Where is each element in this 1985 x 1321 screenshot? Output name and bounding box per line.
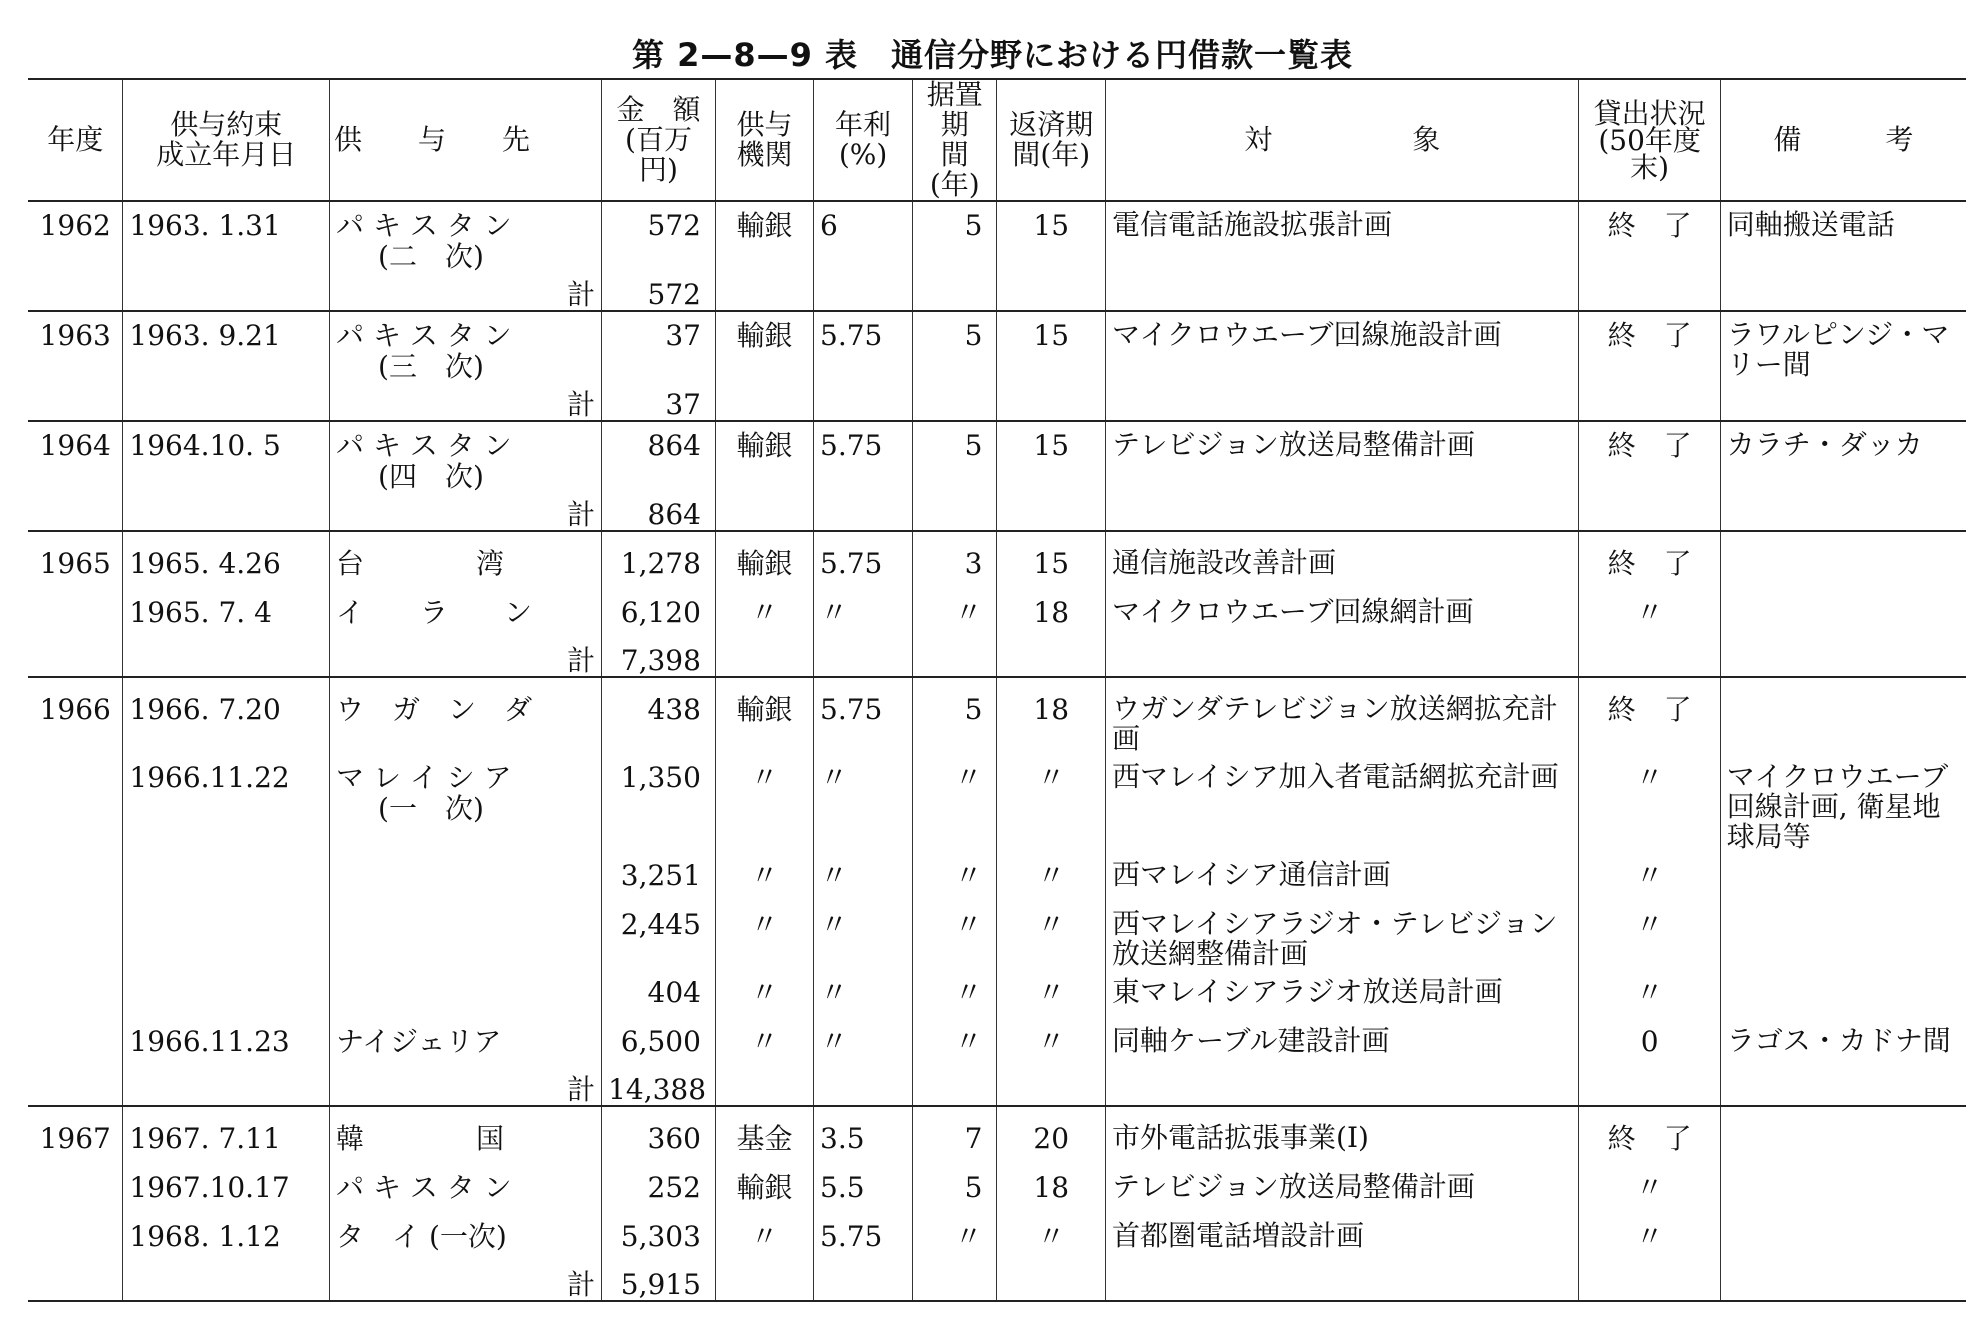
col-rate: 年利 (%)	[814, 79, 913, 201]
cell-target: 西マレイシア加入者電話網拡充計画	[1106, 754, 1579, 852]
cell-rate	[814, 1067, 913, 1106]
cell-rate: 5.75	[814, 531, 913, 589]
cell-repay: 〃	[997, 901, 1106, 969]
cell-year: 1963	[28, 311, 123, 382]
cell-remarks	[1720, 969, 1966, 1018]
cell-amount: 2,445	[602, 901, 716, 969]
cell-recipient	[330, 1262, 602, 1301]
cell-rate: 6	[814, 201, 913, 272]
cell-recipient	[330, 1067, 602, 1106]
cell-repay	[997, 492, 1106, 531]
cell-repay	[997, 1262, 1106, 1301]
cell-recipient	[330, 531, 602, 589]
cell-status	[1579, 382, 1720, 421]
cell-date: 1967.10.17	[123, 1164, 330, 1213]
cell-agency: 輸銀	[715, 421, 813, 492]
recipient-name: パ キ ス タ ン	[336, 319, 512, 352]
cell-rate: 5.75	[814, 421, 913, 492]
cell-rate: 〃	[814, 901, 913, 969]
cell-recipient	[330, 677, 602, 754]
cell-agency	[715, 272, 813, 311]
cell-agency: 〃	[715, 1213, 813, 1262]
cell-status: 0	[1579, 1018, 1720, 1067]
cell-amount: 864	[602, 421, 716, 492]
cell-agency: 〃	[715, 969, 813, 1018]
col-grace: 据置期 間(年)	[913, 79, 997, 201]
cell-remarks: 同軸搬送電話	[1726, 208, 1895, 241]
cell-remarks	[1720, 901, 1966, 969]
cell-recipient	[330, 754, 602, 852]
cell-recipient	[330, 638, 602, 677]
cell-status: 〃	[1579, 754, 1720, 852]
cell-remarks	[1720, 1164, 1966, 1213]
cell-remarks: カラチ・ダッカ	[1726, 428, 1923, 461]
cell-recipient	[330, 492, 602, 531]
cell-recipient	[330, 382, 602, 421]
cell-date: 1964.10. 5	[123, 421, 330, 492]
cell-amount: 572	[602, 201, 716, 272]
cell-year	[28, 1164, 123, 1213]
cell-remarks: マイクロウエーブ回線計画, 衛星地球局等	[1726, 760, 1949, 853]
cell-year	[28, 1262, 123, 1301]
cell-grace	[913, 382, 997, 421]
cell-recipient	[330, 1018, 602, 1067]
cell-rate: 5.75	[814, 1213, 913, 1262]
header-row	[28, 79, 1966, 201]
cell-target: 同軸ケーブル建設計画	[1106, 1018, 1579, 1067]
cell-remarks: ラワルピンジ・マリー間	[1726, 318, 1950, 381]
cell-recipient	[330, 311, 602, 382]
cell-date	[123, 272, 330, 311]
table-row	[28, 852, 1966, 901]
cell-date: 1963. 9.21	[123, 311, 330, 382]
cell-grace	[913, 272, 997, 311]
cell-agency: 〃	[715, 589, 813, 638]
table-row	[28, 1213, 1966, 1262]
cell-year	[28, 1213, 123, 1262]
cell-agency	[715, 382, 813, 421]
cell-repay: 15	[997, 201, 1106, 272]
cell-year	[28, 272, 123, 311]
cell-agency: 輸銀	[715, 201, 813, 272]
cell-agency: 輸銀	[715, 1164, 813, 1213]
cell-amount: 6,500	[602, 1018, 716, 1067]
cell-remarks	[1720, 677, 1966, 754]
col-amount: 金 額 (百万円)	[602, 79, 716, 201]
cell-target	[1106, 1262, 1579, 1301]
cell-date	[123, 638, 330, 677]
cell-repay: 15	[997, 421, 1106, 492]
col-agency: 供与 機関	[715, 79, 813, 201]
total-label: 計	[567, 644, 596, 677]
recipient-name: イ ラ ン	[336, 596, 533, 629]
cell-year	[28, 1018, 123, 1067]
cell-target: ウガンダテレビジョン放送網拡充計画	[1106, 677, 1579, 754]
recipient-phase: (三 次)	[378, 350, 484, 383]
table-row	[28, 589, 1966, 638]
col-target: 対 象	[1106, 79, 1579, 201]
cell-year: 1966	[28, 677, 123, 754]
cell-date: 1966.11.23	[123, 1018, 330, 1067]
table-row	[28, 1018, 1966, 1067]
cell-amount: 404	[602, 969, 716, 1018]
cell-agency: 〃	[715, 852, 813, 901]
table-row	[28, 754, 1966, 852]
cell-year	[28, 382, 123, 421]
cell-remarks	[1720, 638, 1966, 677]
cell-repay	[997, 382, 1106, 421]
cell-remarks	[1720, 1067, 1966, 1106]
cell-status: 〃	[1579, 969, 1720, 1018]
cell-year	[28, 492, 123, 531]
table-body	[28, 201, 1966, 1301]
cell-target: 通信施設改善計画	[1106, 531, 1579, 589]
cell-rate	[814, 638, 913, 677]
recipient-name: パ キ ス タ ン	[336, 429, 512, 462]
table-row	[28, 531, 1966, 589]
cell-rate	[814, 1262, 913, 1301]
cell-repay: 15	[997, 531, 1106, 589]
cell-grace: 〃	[913, 969, 997, 1018]
col-date: 供与約束 成立年月日	[123, 79, 330, 201]
table-row	[28, 1106, 1966, 1164]
cell-year: 1967	[28, 1106, 123, 1164]
cell-grace	[913, 492, 997, 531]
cell-amount: 360	[602, 1106, 716, 1164]
total-amount: 864	[602, 492, 716, 531]
cell-repay: 〃	[997, 1213, 1106, 1262]
cell-year	[28, 589, 123, 638]
cell-amount: 252	[602, 1164, 716, 1213]
cell-agency: 〃	[715, 901, 813, 969]
cell-target: 西マレイシア通信計画	[1106, 852, 1579, 901]
cell-status	[1579, 1067, 1720, 1106]
cell-agency: 輸銀	[715, 677, 813, 754]
cell-grace	[913, 638, 997, 677]
cell-repay: 〃	[997, 852, 1106, 901]
cell-date: 1967. 7.11	[123, 1106, 330, 1164]
cell-status: 終 了	[1579, 311, 1720, 382]
table-row	[28, 1164, 1966, 1213]
cell-target: 市外電話拡張事業(I)	[1106, 1106, 1579, 1164]
table-title: 第 2—8—9 表 通信分野における円借款一覧表	[631, 36, 1354, 74]
cell-grace: 5	[913, 1164, 997, 1213]
cell-target	[1106, 638, 1579, 677]
cell-recipient	[330, 421, 602, 492]
total-row	[28, 638, 1966, 677]
total-row	[28, 1262, 1966, 1301]
cell-date	[123, 382, 330, 421]
total-label: 計	[567, 278, 596, 311]
recipient-phase: (二 次)	[378, 240, 484, 273]
cell-rate	[814, 382, 913, 421]
cell-remarks: ラゴス・カドナ間	[1726, 1024, 1951, 1057]
table-row	[28, 901, 1966, 969]
cell-year	[28, 754, 123, 852]
cell-grace: 〃	[913, 754, 997, 852]
cell-amount: 5,303	[602, 1213, 716, 1262]
cell-recipient	[330, 901, 602, 969]
cell-amount: 37	[602, 311, 716, 382]
cell-grace: 5	[913, 201, 997, 272]
recipient-name: マ レ イ シ ア	[336, 761, 512, 794]
cell-recipient	[330, 589, 602, 638]
cell-date	[123, 492, 330, 531]
cell-date: 1965. 7. 4	[123, 589, 330, 638]
cell-recipient	[330, 852, 602, 901]
cell-date: 1966.11.22	[123, 754, 330, 852]
col-remarks: 備 考	[1720, 79, 1966, 201]
cell-repay: 〃	[997, 754, 1106, 852]
cell-repay: 18	[997, 1164, 1106, 1213]
cell-target	[1106, 382, 1579, 421]
col-year: 年度	[28, 79, 123, 201]
cell-agency: 輸銀	[715, 531, 813, 589]
cell-remarks	[1720, 1262, 1966, 1301]
cell-status	[1579, 492, 1720, 531]
cell-year	[28, 852, 123, 901]
cell-target: 西マレイシアラジオ・テレビジョン放送網整備計画	[1106, 901, 1579, 969]
cell-grace: 〃	[913, 901, 997, 969]
cell-year	[28, 901, 123, 969]
recipient-name: 韓 国	[336, 1122, 505, 1155]
cell-remarks	[1720, 589, 1966, 638]
cell-amount: 1,278	[602, 531, 716, 589]
cell-target: 東マレイシアラジオ放送局計画	[1106, 969, 1579, 1018]
cell-agency	[715, 638, 813, 677]
cell-agency: 〃	[715, 754, 813, 852]
cell-date: 1963. 1.31	[123, 201, 330, 272]
total-label: 計	[567, 498, 596, 531]
cell-date	[123, 1067, 330, 1106]
total-amount: 5,915	[602, 1262, 716, 1301]
cell-target: 電信電話施設拡張計画	[1106, 201, 1579, 272]
cell-repay: 18	[997, 677, 1106, 754]
total-label: 計	[567, 1073, 596, 1106]
cell-grace: 3	[913, 531, 997, 589]
col-repay: 返済期 間(年)	[997, 79, 1106, 201]
cell-status	[1579, 1262, 1720, 1301]
cell-target: テレビジョン放送局整備計画	[1106, 1164, 1579, 1213]
cell-status: 〃	[1579, 1164, 1720, 1213]
recipient-name: ウ ガ ン ダ	[336, 693, 533, 726]
recipient-name: タ イ (一次)	[336, 1220, 507, 1253]
cell-rate: 3.5	[814, 1106, 913, 1164]
loan-table	[28, 78, 1966, 1302]
cell-status: 〃	[1579, 1213, 1720, 1262]
cell-remarks	[1720, 382, 1966, 421]
total-row	[28, 382, 1966, 421]
col-status: 貸出状況 (50年度 末)	[1579, 79, 1720, 201]
cell-status: 〃	[1579, 901, 1720, 969]
cell-year	[28, 969, 123, 1018]
cell-status	[1579, 638, 1720, 677]
cell-rate	[814, 272, 913, 311]
cell-status: 〃	[1579, 589, 1720, 638]
total-row	[28, 1067, 1966, 1106]
cell-date: 1965. 4.26	[123, 531, 330, 589]
cell-year	[28, 1067, 123, 1106]
recipient-name: パ キ ス タ ン	[336, 1171, 512, 1204]
cell-rate: 〃	[814, 852, 913, 901]
cell-grace: 〃	[913, 1213, 997, 1262]
total-row	[28, 272, 1966, 311]
cell-grace: 5	[913, 311, 997, 382]
cell-rate: 〃	[814, 969, 913, 1018]
total-label: 計	[567, 1268, 596, 1301]
total-label: 計	[567, 388, 596, 421]
table-row	[28, 421, 1966, 492]
cell-grace: 〃	[913, 852, 997, 901]
cell-repay	[997, 1067, 1106, 1106]
table-row	[28, 677, 1966, 754]
cell-status: 終 了	[1579, 201, 1720, 272]
cell-rate: 5.75	[814, 677, 913, 754]
cell-remarks	[1720, 1213, 1966, 1262]
cell-grace: 5	[913, 677, 997, 754]
cell-repay: 20	[997, 1106, 1106, 1164]
cell-status: 終 了	[1579, 531, 1720, 589]
table-row	[28, 311, 1966, 382]
cell-status: 終 了	[1579, 677, 1720, 754]
cell-recipient	[330, 201, 602, 272]
cell-agency: 〃	[715, 1018, 813, 1067]
cell-remarks	[1720, 1106, 1966, 1164]
cell-rate: 〃	[814, 589, 913, 638]
total-amount: 572	[602, 272, 716, 311]
cell-remarks	[1720, 531, 1966, 589]
cell-target	[1106, 272, 1579, 311]
total-amount: 37	[602, 382, 716, 421]
cell-date	[123, 852, 330, 901]
cell-repay: 〃	[997, 969, 1106, 1018]
cell-agency	[715, 1067, 813, 1106]
cell-remarks	[1720, 272, 1966, 311]
cell-grace	[913, 1067, 997, 1106]
cell-status: 〃	[1579, 852, 1720, 901]
cell-repay: 〃	[997, 1018, 1106, 1067]
cell-grace: 〃	[913, 1018, 997, 1067]
cell-year	[28, 638, 123, 677]
cell-grace: 5	[913, 421, 997, 492]
cell-grace: 〃	[913, 589, 997, 638]
cell-rate: 5.75	[814, 311, 913, 382]
cell-date: 1966. 7.20	[123, 677, 330, 754]
cell-rate: 〃	[814, 1018, 913, 1067]
cell-recipient	[330, 969, 602, 1018]
total-row	[28, 492, 1966, 531]
cell-target: テレビジョン放送局整備計画	[1106, 421, 1579, 492]
cell-status	[1579, 272, 1720, 311]
cell-recipient	[330, 1164, 602, 1213]
cell-grace	[913, 1262, 997, 1301]
cell-status: 終 了	[1579, 421, 1720, 492]
table-row	[28, 201, 1966, 272]
cell-rate	[814, 492, 913, 531]
cell-recipient	[330, 1106, 602, 1164]
cell-date	[123, 1262, 330, 1301]
cell-year: 1965	[28, 531, 123, 589]
cell-year: 1962	[28, 201, 123, 272]
cell-remarks	[1720, 852, 1966, 901]
cell-target	[1106, 492, 1579, 531]
cell-grace: 7	[913, 1106, 997, 1164]
cell-target	[1106, 1067, 1579, 1106]
col-recipient: 供 与 先	[330, 79, 602, 201]
cell-amount: 6,120	[602, 589, 716, 638]
cell-agency	[715, 1262, 813, 1301]
cell-date	[123, 969, 330, 1018]
cell-date	[123, 901, 330, 969]
recipient-name: 台 湾	[336, 547, 505, 580]
cell-agency: 輸銀	[715, 311, 813, 382]
cell-target: 首都圏電話増設計画	[1106, 1213, 1579, 1262]
cell-amount: 438	[602, 677, 716, 754]
cell-agency: 基金	[715, 1106, 813, 1164]
total-amount: 14,388	[602, 1067, 716, 1106]
cell-recipient	[330, 1213, 602, 1262]
cell-agency	[715, 492, 813, 531]
cell-amount: 1,350	[602, 754, 716, 852]
cell-target: マイクロウエーブ回線施設計画	[1106, 311, 1579, 382]
cell-rate: 〃	[814, 754, 913, 852]
recipient-name: ナイジェリア	[336, 1025, 502, 1058]
cell-status: 終 了	[1579, 1106, 1720, 1164]
cell-repay	[997, 638, 1106, 677]
cell-repay	[997, 272, 1106, 311]
recipient-phase: (四 次)	[378, 460, 484, 493]
cell-year: 1964	[28, 421, 123, 492]
cell-amount: 3,251	[602, 852, 716, 901]
cell-target: マイクロウエーブ回線網計画	[1106, 589, 1579, 638]
recipient-name: パ キ ス タ ン	[336, 209, 512, 242]
table-row	[28, 969, 1966, 1018]
cell-date: 1968. 1.12	[123, 1213, 330, 1262]
cell-remarks	[1720, 492, 1966, 531]
total-amount: 7,398	[602, 638, 716, 677]
recipient-phase: (一 次)	[378, 792, 484, 825]
cell-recipient	[330, 272, 602, 311]
cell-repay: 18	[997, 589, 1106, 638]
cell-rate: 5.5	[814, 1164, 913, 1213]
cell-repay: 15	[997, 311, 1106, 382]
